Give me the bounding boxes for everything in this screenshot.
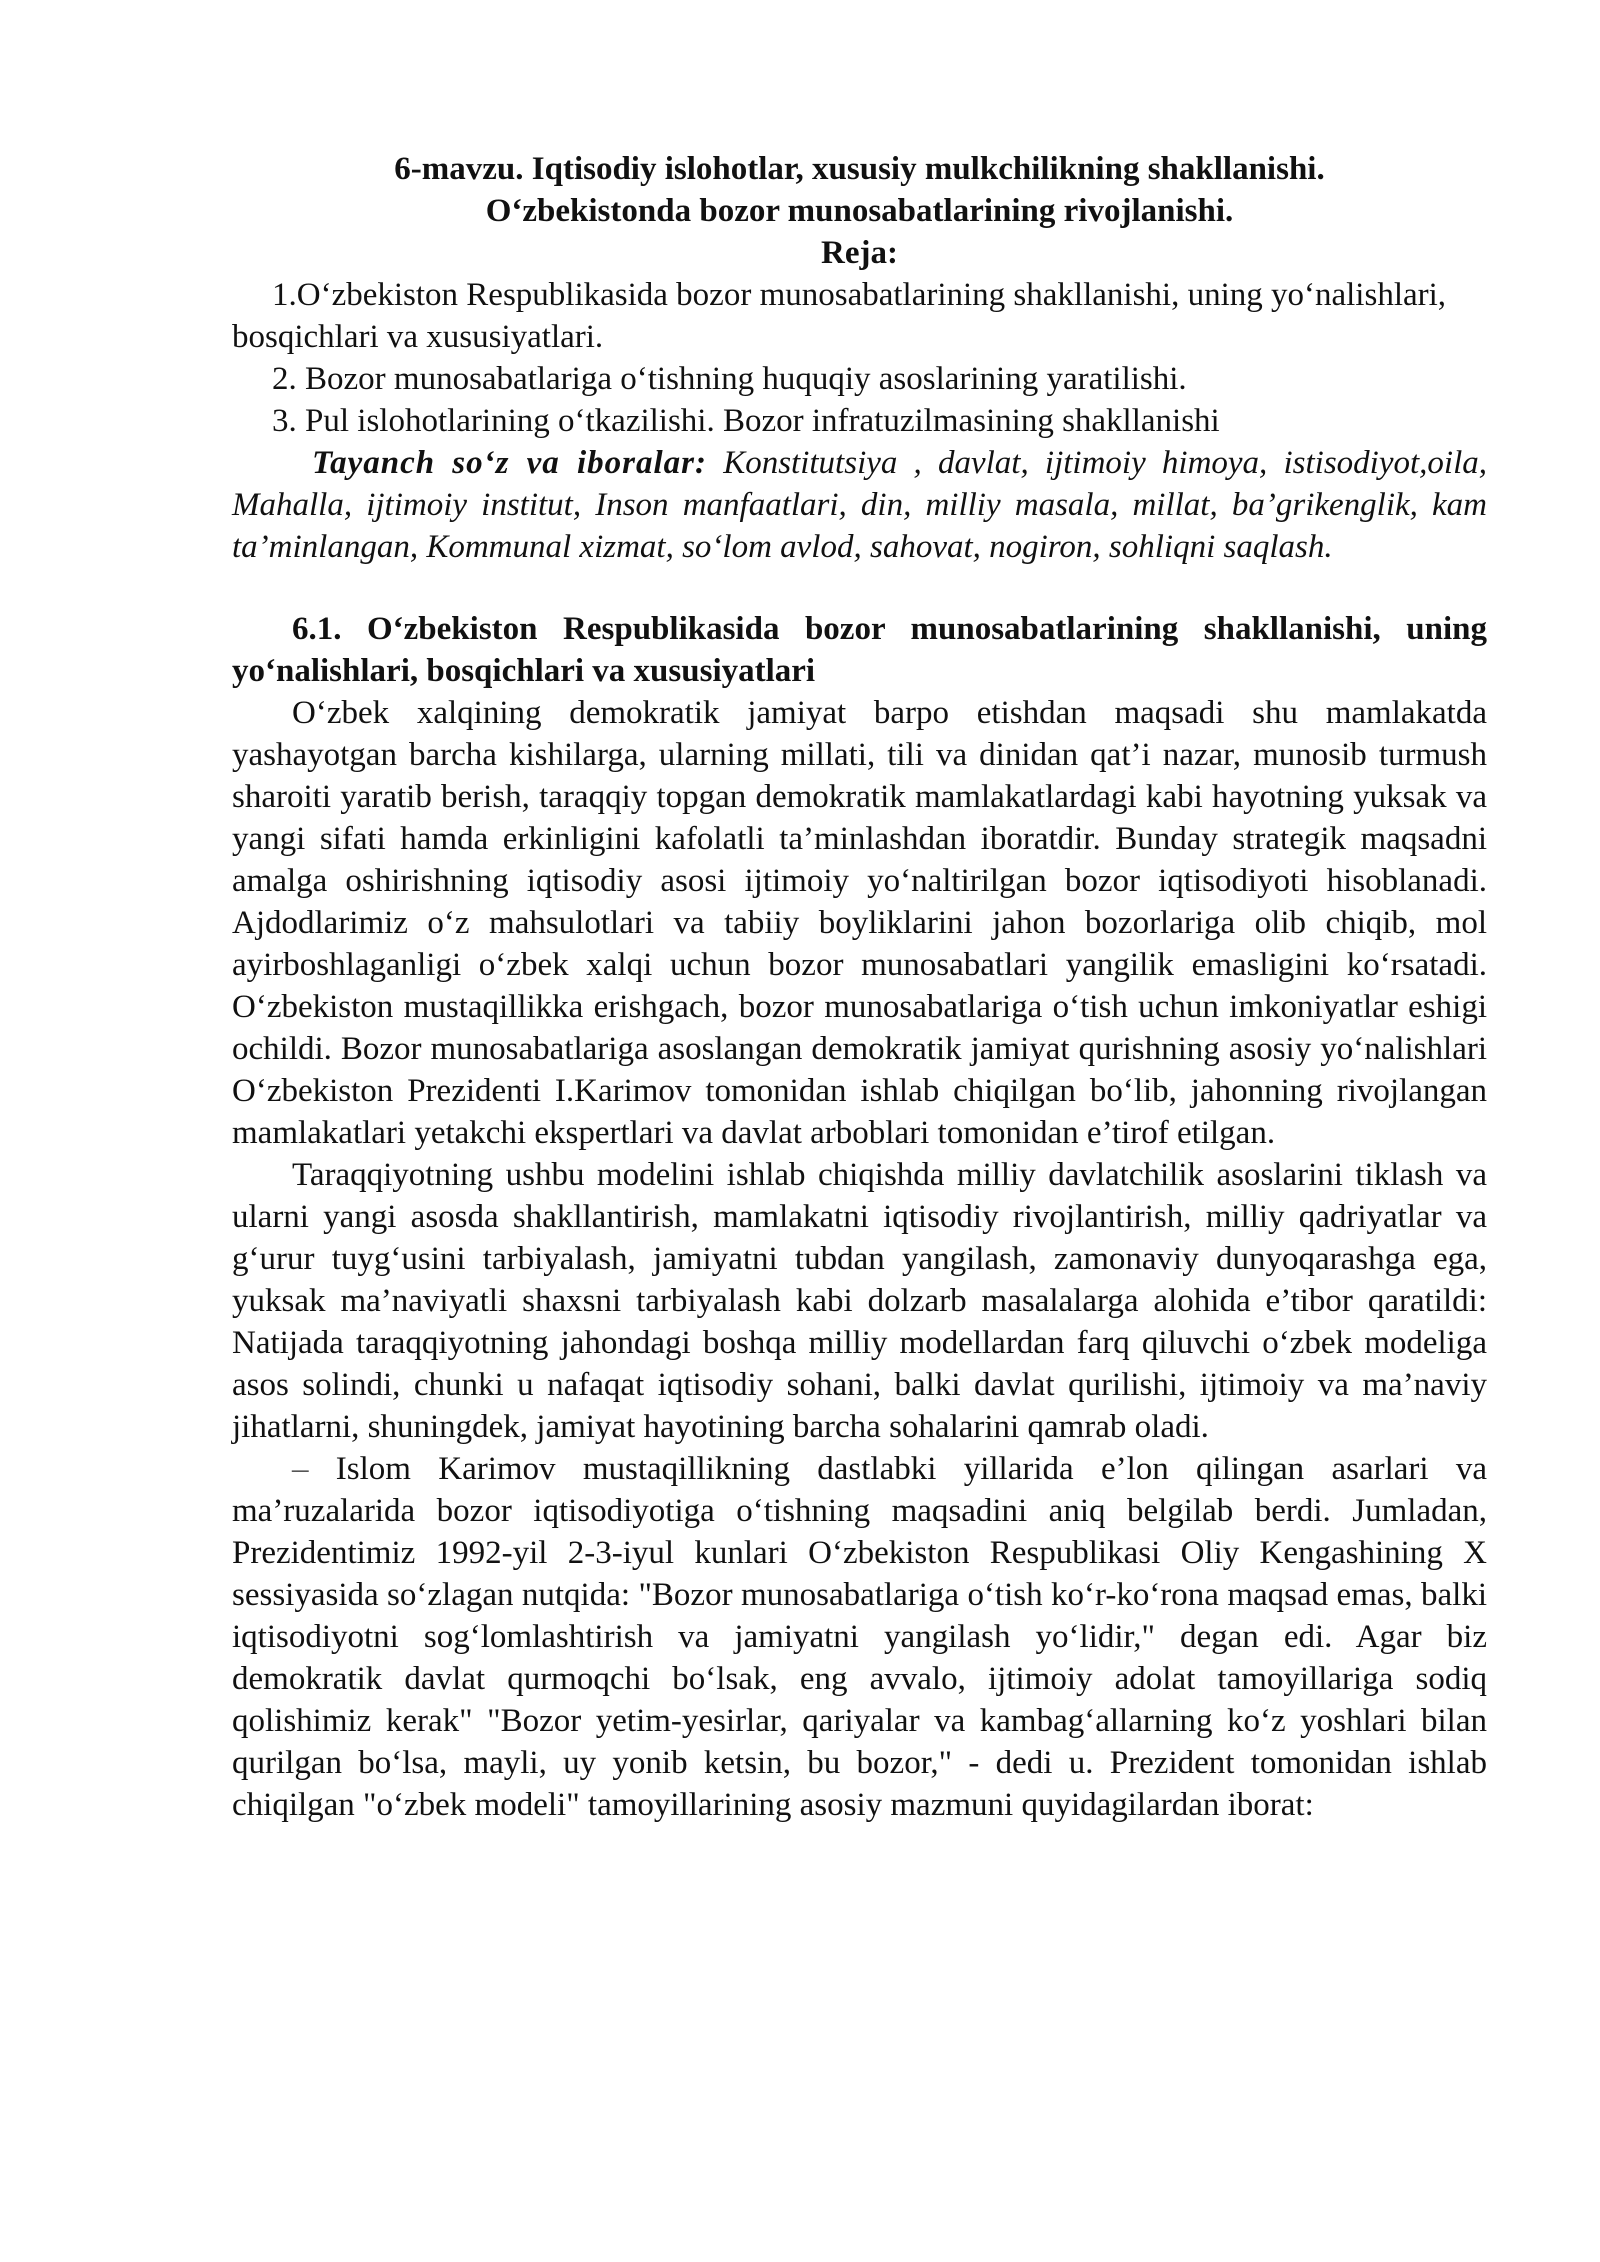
keywords-paragraph — [232, 442, 1487, 568]
body-paragraph-3 — [232, 1448, 1487, 1826]
plan-item-3: 3. Pul islohotlarining o‘tkazilishi. Bozor infratuzilmasining shakllanishi — [272, 403, 1220, 439]
body-paragraph-2: Taraqqiyotning ushbu modelini ishlab chiqishda milliy davlatchilik asoslarini tiklash va ularni yangi asosda shakllantirish, mamlakatni iqtisodiy rivojlantirish, milliy qadriyatlar va g‘urur tuyg‘usini tarbiyalash, jamiyatni tubdan yangilash, zamonaviy dunyoqarashga ega, yuksak ma’naviyatli shaxsni tarbiyalash kabi dolzarb masalalarga alohida e’tibor qaratildi: Natijada taraqqiyotning jahondagi boshqa milliy modellardan farq qiluvchi o‘zbek modeliga asos solindi, chunki u nafaqat iqtisodiy sohani, balki davlat qurilishi, ijtimoiy va ma’naviy jihatlarni, shuningdek, jamiyat hayotining barcha sohalarini qamrab oladi. — [232, 1157, 1487, 1445]
plan-item-1: 1.O‘zbekiston Respublikasida bozor munosabatlarining shakllanishi, uning yo‘nalishlari, bosqichlari va xususiyatlari. — [232, 277, 1447, 355]
plan-heading: Reja: — [821, 235, 898, 271]
spacer — [232, 568, 1487, 608]
document-page — [232, 148, 1487, 1826]
section-heading: 6.1. O‘zbekiston Respublikasida bozor munosabatlarining shakllanishi, uning yo‘nalishlari, bosqichlari va xususiyatlari — [232, 611, 1487, 689]
plan-item-2: 2. Bozor munosabatlariga o‘tishning huquqiy asoslarining yaratilishi. — [272, 361, 1187, 397]
keywords-label: Tayanch so‘z va iboralar: — [312, 445, 708, 481]
plan-list — [232, 274, 1487, 442]
body-paragraph-1: O‘zbek xalqining demokratik jamiyat barpo etishdan maqsadi shu mamlakatda yashayotgan barcha kishilarga, ularning millati, tili va dinidan qat’i nazar, munosib turmush sharoiti yaratib berish, taraqqiy topgan demokratik mamlakatlardagi kabi hayotning yuksak va yangi sifati hamda erkinligini kafolatli ta’minlashdan iboratdir. Bunday strategik maqsadni amalga oshirishning iqtisodiy asosi ijtimoiy yo‘naltirilgan bozor iqtisodiyoti hisoblanadi. Ajdodlarimiz o‘z mahsulotlari va tabiiy boyliklarini jahon bozorlariga olib chiqib, mol ayirboshlaganligi o‘zbek xalqi uchun bozor munosabatlari yangilik emasligini ko‘rsatadi. O‘zbekiston mustaqillikka erishgach, bozor munosabatlariga o‘tish uchun imkoniyatlar eshigi ochildi. Bozor munosabatlariga asoslangan demokratik jamiyat qurishning asosiy yo‘nalishlari O‘zbekiston Prezidenti I.Karimov tomonidan ishlab chiqilgan bo‘lib, jahonning rivojlangan mamlakatlari yetakchi ekspertlari va davlat arboblari tomonidan e’tirof etilgan. — [232, 695, 1487, 1151]
document-title-line1: 6-mavzu. Iqtisodiy islohotlar, xususiy mulkchilikning shakllanishi. — [394, 151, 1325, 187]
body-paragraph-3-text: Islom Karimov mustaqillikning dastlabki yillarida e’lon qilingan asarlari va ma’ruzalarida bozor iqtisodiyotiga o‘tishning maqsadini aniq belgilab berdi. Jumladan, Prezidentimiz 1992-yil 2-3-iyul kunlari O‘zbekiston Respublikasi Oliy Kengashining X sessiyasida so‘zlagan nutqida: "Bozor munosabatlariga o‘tish ko‘r-ko‘rona maqsad emas, balki iqtisodiyotni sog‘lomlashtirish va jamiyatni yangilash yo‘lidir," degan edi. Agar biz demokratik davlat qurmoqchi bo‘lsak, eng avvalo, ijtimoiy adolat tamoyillariga sodiq qolishimiz kerak" "Bozor yetim-yesirlar, qariyalar va kambag‘allarning ko‘z yoshlari bilan qurilgan bo‘lsa, mayli, uy yonib ketsin, bu bozor," - dedi u. Prezident tomonidan ishlab chiqilgan "o‘zbek modeli" tamoyillarining asosiy mazmuni quyidagilardan iborat: — [232, 1451, 1487, 1823]
dash-marker: – — [292, 1451, 309, 1487]
keywords-text: Konstitutsiya , davlat, ijtimoiy himoya, istisodiyot,oila, Mahalla, ijtimoiy institut, Inson manfaatlari, din, milliy masala, millat, ba’grikenglik, kam ta’minlangan, Kommunal xizmat, so‘lom avlod, sahovat, nogiron, sohliqni saqlash. — [232, 445, 1487, 565]
document-title-line2: O‘zbekistonda bozor munosabatlarining rivojlanishi. — [485, 193, 1234, 229]
